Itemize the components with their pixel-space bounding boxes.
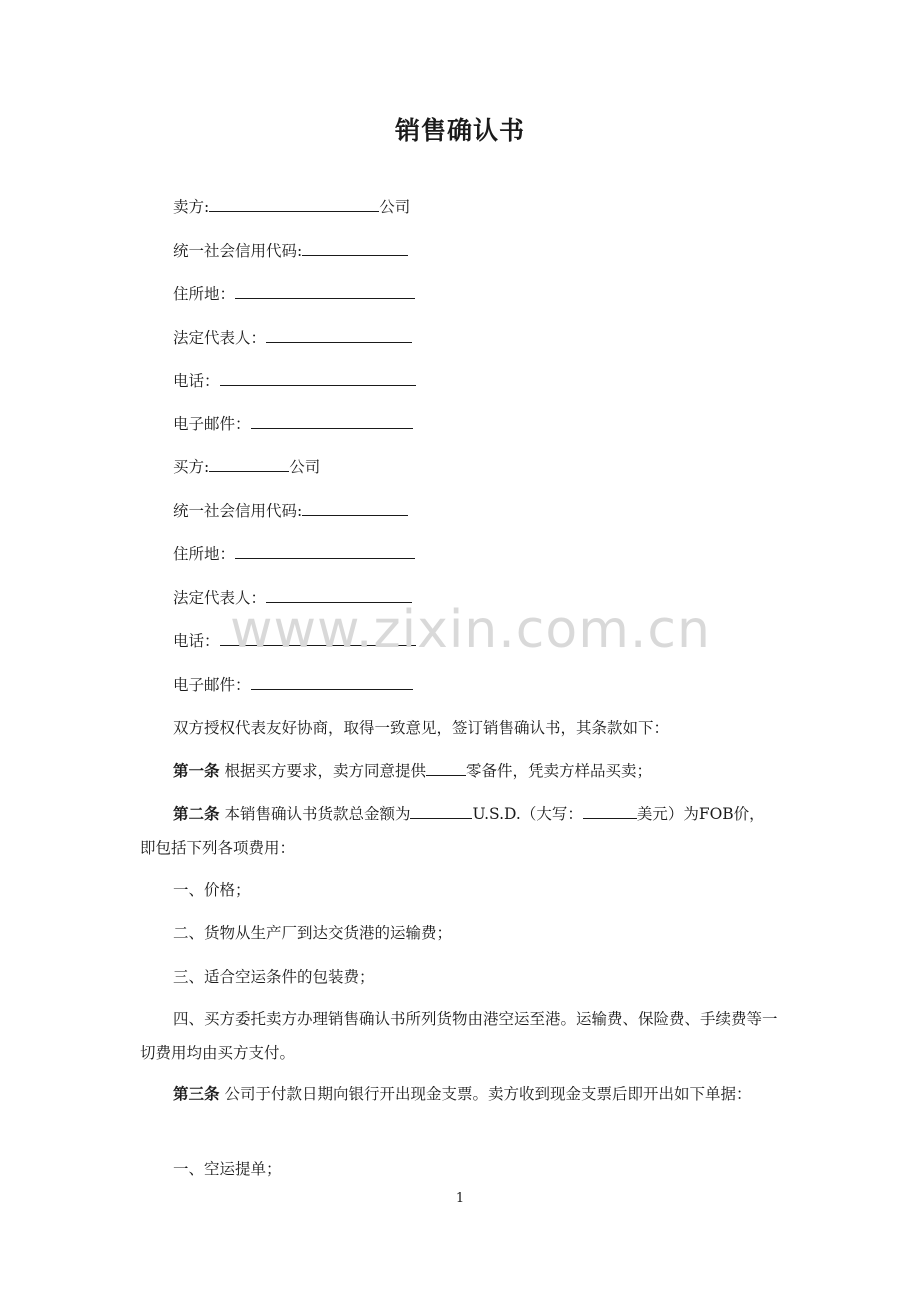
page-number: 1: [455, 1191, 465, 1206]
article-3-item-1: 一、空运提单；: [173, 1160, 282, 1178]
article-2-heading: 第二条: [173, 805, 220, 823]
seller-address-line: [173, 283, 415, 305]
seller-address-label: 住所地：: [173, 285, 236, 303]
article-2-item-1: 一、价格；: [173, 881, 251, 899]
article-1-text-b: 零备件，凭卖方样品买卖；: [465, 762, 652, 780]
article-3: [140, 1077, 780, 1111]
article-3-heading: 第三条: [173, 1085, 220, 1103]
seller-line: [173, 196, 410, 218]
seller-phone-line: [173, 370, 416, 392]
article-2-text-a: 本销售确认书货款总金额为: [219, 805, 411, 823]
seller-label: 卖方:: [173, 198, 210, 216]
buyer-address-label: 住所地：: [173, 545, 236, 563]
seller-name-blank[interactable]: [209, 197, 379, 212]
seller-email-label: 电子邮件：: [173, 415, 251, 433]
seller-representative-line: [173, 327, 412, 349]
buyer-phone-label: 电话：: [173, 632, 220, 650]
article-1-text-a: 根据买方要求，卖方同意提供: [219, 762, 426, 780]
buyer-name-blank[interactable]: [209, 457, 289, 472]
seller-email-blank[interactable]: [251, 414, 413, 429]
document-title: 销售确认书: [394, 116, 525, 145]
article-2-item-4: [140, 1002, 780, 1070]
seller-suffix: 公司: [379, 198, 411, 216]
seller-phone-blank[interactable]: [220, 371, 416, 386]
buyer-line: [173, 456, 320, 478]
seller-representative-label: 法定代表人：: [173, 329, 267, 347]
buyer-email-line: [173, 674, 413, 696]
article-2-item-3: 三、适合空运条件的包装费；: [173, 968, 375, 986]
article-2-item-4-text: 四、买方委托卖方办理销售确认书所列货物由港空运至港。运输费、保险费、手续费等一切费用均由买方支付。: [140, 1010, 778, 1062]
article-2-text-c: 美元）为FOB价，即包括下列各项费用：: [140, 805, 765, 857]
seller-credit-code-line: [173, 240, 408, 262]
intro-paragraph: 双方授权代表友好协商，取得一致意见，签订销售确认书，其条款如下：: [173, 719, 670, 737]
buyer-email-label: 电子邮件：: [173, 676, 251, 694]
buyer-credit-code-blank[interactable]: [302, 501, 408, 516]
seller-credit-code-label: 统一社会信用代码:: [173, 242, 303, 260]
seller-address-blank[interactable]: [235, 284, 415, 299]
article-2: [140, 797, 780, 865]
buyer-credit-code-line: [173, 500, 408, 522]
seller-phone-label: 电话：: [173, 372, 220, 390]
buyer-address-blank[interactable]: [235, 544, 415, 559]
buyer-label: 买方:: [173, 458, 210, 476]
seller-credit-code-blank[interactable]: [302, 241, 408, 256]
buyer-address-line: [173, 543, 415, 565]
article-1-heading: 第一条: [173, 762, 220, 780]
seller-email-line: [173, 413, 413, 435]
article-2-amount-blank[interactable]: [410, 804, 472, 819]
article-2-words-blank[interactable]: [583, 804, 637, 819]
watermark: www.zixin.com.cn: [230, 600, 711, 660]
article-1-blank[interactable]: [426, 761, 466, 776]
buyer-representative-label: 法定代表人：: [173, 589, 267, 607]
article-2-item-2: 二、货物从生产厂到达交货港的运输费；: [173, 924, 453, 942]
article-2-text-b: U.S.D.（大写：: [472, 805, 583, 823]
buyer-email-blank[interactable]: [251, 675, 413, 690]
article-3-text: 公司于付款日期向银行开出现金支票。卖方收到现金支票后即开出如下单据：: [219, 1085, 752, 1103]
buyer-credit-code-label: 统一社会信用代码:: [173, 502, 303, 520]
article-1: [173, 760, 652, 782]
buyer-suffix: 公司: [289, 458, 321, 476]
seller-representative-blank[interactable]: [266, 328, 412, 343]
